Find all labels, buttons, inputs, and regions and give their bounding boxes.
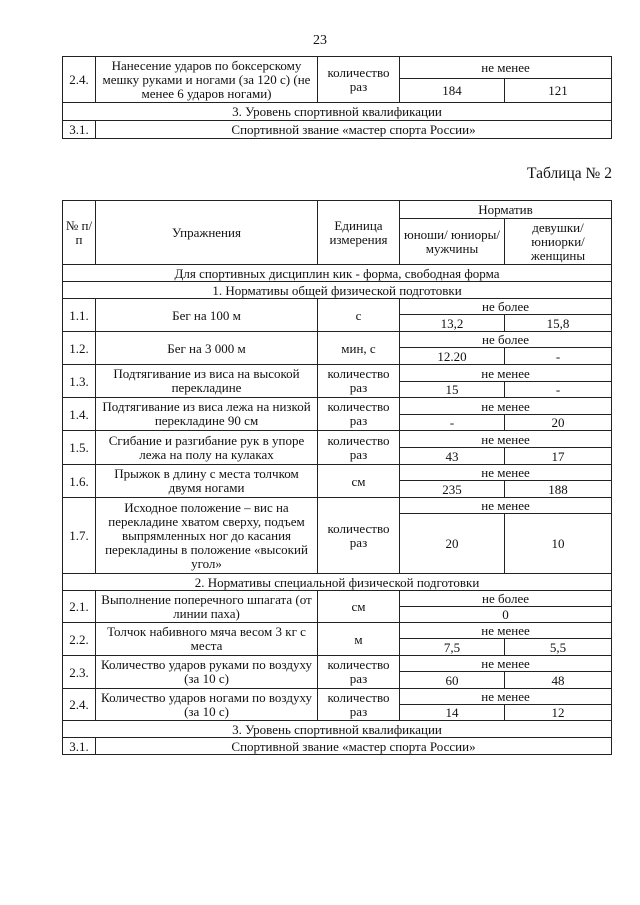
exercise-name: Подтягивание из виса на высокой перекладине [96,365,318,398]
row-number: 2.2. [63,623,96,656]
norm-condition: не менее [400,689,612,705]
male-value: 235 [400,481,505,498]
row-number: 1.4. [63,398,96,431]
table-row [63,57,612,79]
unit: см [318,591,400,623]
section-heading: 3. Уровень спортивной квалификации [63,103,612,121]
female-value: 188 [505,481,612,498]
exercise-name: Выполнение поперечного шпагата (от линии паха) [96,591,318,623]
male-value: 7,5 [400,639,505,656]
norm-condition: не более [400,591,612,607]
header-female: девушки/ юниорки/ женщины [505,219,612,265]
row-number: 3.1. [63,738,96,755]
row-number: 2.1. [63,591,96,623]
row-number: 1.5. [63,431,96,465]
unit: см [318,465,400,498]
qualification-text: Спортивной звание «мастер спорта России» [96,738,612,755]
header-norm: Норматив [400,201,612,219]
female-value: 12 [505,705,612,721]
female-value: 10 [505,514,612,574]
norm-condition: не более [400,299,612,315]
row-number: 1.3. [63,365,96,398]
norm-condition: не более [400,332,612,348]
norm-condition: не менее [400,365,612,382]
exercise-name: Бег на 3 000 м [96,332,318,365]
exercise-name: Толчок набивного мяча весом 3 кг с места [96,623,318,656]
unit: количество раз [318,498,400,574]
exercise-name: Количество ударов руками по воздуху (за 10 с) [96,656,318,689]
unit: м [318,623,400,656]
norm-condition: не менее [400,398,612,415]
header-male: юноши/ юниоры/ мужчины [400,219,505,265]
unit: количество раз [318,431,400,465]
exercise-name: Сгибание и разгибание рук в упоре лежа на полу на кулаках [96,431,318,465]
exercise-name: Подтягивание из виса лежа на низкой перекладине 90 см [96,398,318,431]
row-number: 3.1. [63,121,96,139]
norm-condition: не менее [400,623,612,639]
header-unit: Единица измерения [318,201,400,265]
exercise-name: Нанесение ударов по боксерскому мешку руками и ногами (за 120 с) (не менее 6 ударов ногами) [96,57,318,103]
unit: количество раз [318,57,400,103]
norm-condition: не менее [400,465,612,481]
male-value: 184 [400,79,505,103]
male-value: 14 [400,705,505,721]
female-value: 17 [505,448,612,465]
row-number: 2.4. [63,57,96,103]
female-value: - [505,382,612,398]
male-value: - [400,415,505,431]
discipline-heading: Для спортивных дисциплин кик - форма, свободная форма [63,265,612,282]
male-value: 13,2 [400,315,505,332]
female-value: 15,8 [505,315,612,332]
male-value: 60 [400,672,505,689]
exercise-name: Количество ударов ногами по воздуху (за 10 с) [96,689,318,721]
row-number: 1.7. [63,498,96,574]
norm-condition: не менее [400,431,612,448]
unit: количество раз [318,689,400,721]
page-number: 23 [313,33,327,48]
unit: количество раз [318,398,400,431]
table-2 [62,200,612,755]
combined-value: 0 [400,607,612,623]
female-value: 20 [505,415,612,431]
unit: с [318,299,400,332]
exercise-name: Бег на 100 м [96,299,318,332]
male-value: 15 [400,382,505,398]
row-number: 2.3. [63,656,96,689]
unit: мин, с [318,332,400,365]
row-number: 1.6. [63,465,96,498]
exercise-name: Исходное положение – вис на перекладине хватом сверху, подъем выпрямленных ног до касания перекладины в положение «высокий угол» [96,498,318,574]
male-value: 12.20 [400,348,505,365]
unit: количество раз [318,365,400,398]
row-number: 1.1. [63,299,96,332]
header-exercise: Упражнения [96,201,318,265]
female-value: 48 [505,672,612,689]
norm-condition: не менее [400,498,612,514]
table-caption: Таблица № 2 [527,165,612,182]
female-value: 5,5 [505,639,612,656]
row-number: 1.2. [63,332,96,365]
section-heading: 3. Уровень спортивной квалификации [63,721,612,738]
exercise-name: Прыжок в длину с места толчком двумя ногами [96,465,318,498]
row-number: 2.4. [63,689,96,721]
qualification-text: Спортивной звание «мастер спорта России» [96,121,612,139]
female-value: - [505,348,612,365]
male-value: 43 [400,448,505,465]
table-1-continuation [62,56,612,139]
norm-condition: не менее [400,656,612,672]
unit: количество раз [318,656,400,689]
header-num: № п/п [63,201,96,265]
norm-condition: не менее [400,57,612,79]
section-heading: 2. Нормативы специальной физической подготовки [63,574,612,591]
section-heading: 1. Нормативы общей физической подготовки [63,282,612,299]
male-value: 20 [400,514,505,574]
female-value: 121 [505,79,612,103]
